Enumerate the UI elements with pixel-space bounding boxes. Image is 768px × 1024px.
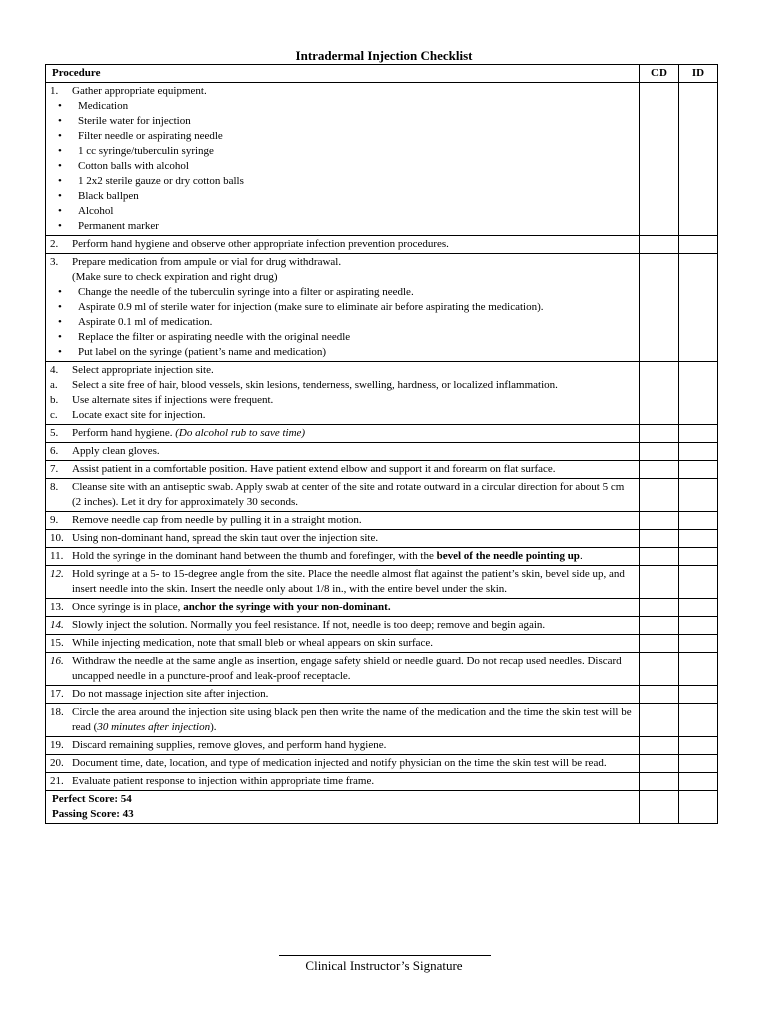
- step-text: Hold the syringe in the dominant hand between the thumb and forefinger, with the: [72, 550, 434, 562]
- step-number: 14.: [50, 619, 64, 631]
- step-number: 20.: [50, 757, 64, 769]
- id-cell[interactable]: [679, 773, 718, 791]
- bullet-icon: •: [58, 331, 62, 343]
- step-text: Hold syringe at a 5- to 15-degree angle from the site. Place the needle almost flat against the patient’s skin, bevel side up, and insert needle into the skin. Insert the needle only about 1/8 in., with the entire bevel under the skin.: [72, 568, 625, 595]
- bullet-icon: •: [58, 205, 62, 217]
- step-text: Do not massage injection site after injection.: [72, 688, 269, 700]
- step-number: 12.: [50, 568, 64, 580]
- step-note: (Do alcohol rub to save time): [175, 427, 306, 439]
- cd-cell[interactable]: [640, 686, 679, 704]
- step-number: 19.: [50, 739, 64, 751]
- cd-cell[interactable]: [640, 83, 679, 236]
- id-cell[interactable]: [679, 755, 718, 773]
- list-item: • Permanent marker: [50, 219, 635, 234]
- step-number: 18.: [50, 706, 64, 718]
- step-text: Select appropriate injection site.: [72, 364, 214, 376]
- step-text: Evaluate patient response to injection within appropriate time frame.: [72, 775, 375, 787]
- bullet-icon: •: [58, 175, 62, 187]
- id-cell[interactable]: [679, 83, 718, 236]
- table-row: [46, 362, 718, 425]
- id-cell[interactable]: [679, 479, 718, 512]
- id-cell[interactable]: [679, 254, 718, 362]
- table-row: [46, 755, 718, 773]
- step-number: 8.: [50, 481, 59, 493]
- id-cell[interactable]: [679, 362, 718, 425]
- table-row: [46, 635, 718, 653]
- list-item: • Change the needle of the tuberculin syringe into a filter or aspirating needle.: [50, 285, 635, 300]
- id-cell[interactable]: [679, 737, 718, 755]
- checklist-table: [45, 64, 718, 824]
- id-cell[interactable]: [679, 236, 718, 254]
- table-row: [46, 512, 718, 530]
- list-item: • Filter needle or aspirating needle: [50, 129, 635, 144]
- step-number: 4.: [50, 364, 59, 376]
- step-text: Withdraw the needle at the same angle as insertion, engage safety shield or needle guard. Do not recap used needles. Discard uncapped needle in a puncture-proof and leak-proof receptacle.: [72, 655, 622, 682]
- cd-cell[interactable]: [640, 737, 679, 755]
- signature-label: Clinical Instructor’s Signature: [305, 958, 463, 973]
- page-title: Intradermal Injection Checklist: [295, 48, 473, 63]
- id-cell[interactable]: [679, 425, 718, 443]
- cd-cell[interactable]: [640, 443, 679, 461]
- list-item: • 1 2x2 sterile gauze or dry cotton balls: [50, 174, 635, 189]
- cd-cell[interactable]: [640, 512, 679, 530]
- step-number: 11.: [50, 550, 64, 562]
- step-number: 10.: [50, 532, 64, 544]
- id-cell[interactable]: [679, 653, 718, 686]
- id-cell[interactable]: [679, 443, 718, 461]
- step-number: 13.: [50, 601, 64, 613]
- id-cell[interactable]: [679, 686, 718, 704]
- id-cell[interactable]: [679, 791, 718, 824]
- list-item: b. Use alternate sites if injections were frequent.: [50, 394, 274, 406]
- step-text: Perform hand hygiene and observe other appropriate infection prevention procedures.: [72, 238, 449, 250]
- id-cell[interactable]: [679, 617, 718, 635]
- step-text: Gather appropriate equipment.: [72, 85, 207, 97]
- list-item: • Medication: [50, 99, 635, 114]
- id-cell[interactable]: [679, 599, 718, 617]
- id-header: ID: [679, 65, 718, 83]
- bullet-icon: •: [58, 160, 62, 172]
- step-text: Perform hand hygiene.: [72, 427, 173, 439]
- cd-cell[interactable]: [640, 461, 679, 479]
- step-number: 15.: [50, 637, 64, 649]
- step-number: 17.: [50, 688, 64, 700]
- list-item: • Aspirate 0.9 ml of sterile water for injection (make sure to eliminate air before aspirating the medication).: [50, 300, 635, 315]
- cd-cell[interactable]: [640, 755, 679, 773]
- step-text: Remove needle cap from needle by pulling it in a straight motion.: [72, 514, 362, 526]
- list-item: • Cotton balls with alcohol: [50, 159, 635, 174]
- cd-cell[interactable]: [640, 653, 679, 686]
- cd-cell[interactable]: [640, 599, 679, 617]
- step-number: 1.: [50, 85, 59, 97]
- cd-header: CD: [640, 65, 679, 83]
- step-number: 16.: [50, 655, 64, 667]
- id-cell[interactable]: [679, 566, 718, 599]
- step-number: 3.: [50, 256, 59, 268]
- step-note: 30 minutes after injection: [97, 721, 211, 733]
- cd-cell[interactable]: [640, 479, 679, 512]
- bullet-icon: •: [58, 220, 62, 232]
- table-row: [46, 737, 718, 755]
- table-row: [46, 236, 718, 254]
- cd-cell[interactable]: [640, 236, 679, 254]
- list-item: • Alcohol: [50, 204, 635, 219]
- perfect-score: Perfect Score: 54: [52, 793, 132, 805]
- step-number: 6.: [50, 445, 59, 457]
- bullet-icon: •: [58, 130, 62, 142]
- bullet-icon: •: [58, 100, 62, 112]
- list-item: c. Locate exact site for injection.: [50, 409, 206, 421]
- bullet-icon: •: [58, 145, 62, 157]
- table-row: 11. Hold the syringe in the dominant hand between the thumb and forefinger, with the bevel of the needle pointing up.: [46, 548, 718, 566]
- cd-cell[interactable]: [640, 791, 679, 824]
- step-text: Cleanse site with an antiseptic swab. Apply swab at center of the site and rotate outward in a circular direction for about 5 cm (2 inches). Let it dry for approximately 30 seconds.: [72, 481, 625, 508]
- step-text: Using non-dominant hand, spread the skin taut over the injection site.: [72, 532, 379, 544]
- step-text: Prepare medication from ampule or vial for drug withdrawal.: [72, 256, 342, 268]
- bullet-icon: •: [58, 286, 62, 298]
- list-item: • Aspirate 0.1 ml of medication.: [50, 315, 635, 330]
- id-cell[interactable]: [679, 635, 718, 653]
- step-number: 7.: [50, 463, 59, 475]
- step-number: 2.: [50, 238, 59, 250]
- list-item: a. Select a site free of hair, blood vessels, skin lesions, tenderness, swelling, hardness, or localized inflammation.: [50, 379, 558, 391]
- table-row: [46, 566, 718, 599]
- step-text: Discard remaining supplies, remove gloves, and perform hand hygiene.: [72, 739, 387, 751]
- cd-cell[interactable]: [640, 548, 679, 566]
- list-item: • Put label on the syringe (patient’s name and medication): [50, 345, 635, 360]
- cd-cell[interactable]: [640, 530, 679, 548]
- cd-cell[interactable]: [640, 566, 679, 599]
- table-row: [46, 83, 718, 236]
- cd-cell[interactable]: [640, 362, 679, 425]
- bullet-icon: •: [58, 301, 62, 313]
- cd-cell[interactable]: [640, 617, 679, 635]
- list-item: • 1 cc syringe/tuberculin syringe: [50, 144, 635, 159]
- table-row: [46, 686, 718, 704]
- step-text: Circle the area around the injection site using black pen then write the name of the medication and the time the skin test will be read (: [72, 706, 632, 733]
- list-item: • Replace the filter or aspirating needle with the original needle: [50, 330, 635, 345]
- step-number: 9.: [50, 514, 59, 526]
- id-cell[interactable]: [679, 530, 718, 548]
- table-row: [46, 617, 718, 635]
- step-text: Assist patient in a comfortable position. Have patient extend elbow and support it and forearm on flat surface.: [72, 463, 556, 475]
- signature-line: [279, 955, 491, 956]
- list-item: • Black ballpen: [50, 189, 635, 204]
- table-row: [46, 773, 718, 791]
- step-number: 5.: [50, 427, 59, 439]
- table-row: [46, 530, 718, 548]
- id-cell[interactable]: [679, 704, 718, 737]
- table-row: 18. Circle the area around the injection site using black pen then write the name of the medication and the time the skin test will be read (30 minutes after injection).: [46, 704, 718, 737]
- step-emphasis: bevel of the needle pointing up: [436, 550, 580, 562]
- cd-cell[interactable]: [640, 254, 679, 362]
- step-text: Once syringe is in place,: [72, 601, 181, 613]
- id-cell[interactable]: [679, 461, 718, 479]
- step-note: (Make sure to check expiration and right drug): [72, 271, 278, 283]
- cd-cell[interactable]: [640, 773, 679, 791]
- procedure-header: Procedure: [46, 65, 640, 83]
- id-cell[interactable]: [679, 548, 718, 566]
- passing-score: Passing Score: 43: [52, 808, 134, 820]
- table-row: [46, 425, 718, 443]
- list-item: • Sterile water for injection: [50, 114, 635, 129]
- step-text: While injecting medication, note that small bleb or wheal appears on skin surface.: [72, 637, 434, 649]
- table-row: [46, 443, 718, 461]
- bullet-icon: •: [58, 115, 62, 127]
- preparation-list: [50, 285, 635, 360]
- table-row: [46, 461, 718, 479]
- step-text: Document time, date, location, and type of medication injected and notify physician on the time the skin test will be read.: [72, 757, 607, 769]
- cd-cell[interactable]: [640, 425, 679, 443]
- equipment-list: [50, 99, 635, 234]
- cd-cell[interactable]: [640, 704, 679, 737]
- table-row: [46, 653, 718, 686]
- cd-cell[interactable]: [640, 635, 679, 653]
- step-text: Apply clean gloves.: [72, 445, 160, 457]
- table-row: [46, 599, 718, 617]
- bullet-icon: •: [58, 346, 62, 358]
- header-row: [46, 65, 718, 83]
- score-row: [46, 791, 718, 824]
- bullet-icon: •: [58, 190, 62, 202]
- step-number: 21.: [50, 775, 64, 787]
- id-cell[interactable]: [679, 512, 718, 530]
- step-text: Slowly inject the solution. Normally you feel resistance. If not, needle is too deep; remove and begin again.: [72, 619, 546, 631]
- table-row: [46, 254, 718, 362]
- step-emphasis: anchor the syringe with your non-dominant.: [183, 601, 391, 613]
- bullet-icon: •: [58, 316, 62, 328]
- table-row: [46, 479, 718, 512]
